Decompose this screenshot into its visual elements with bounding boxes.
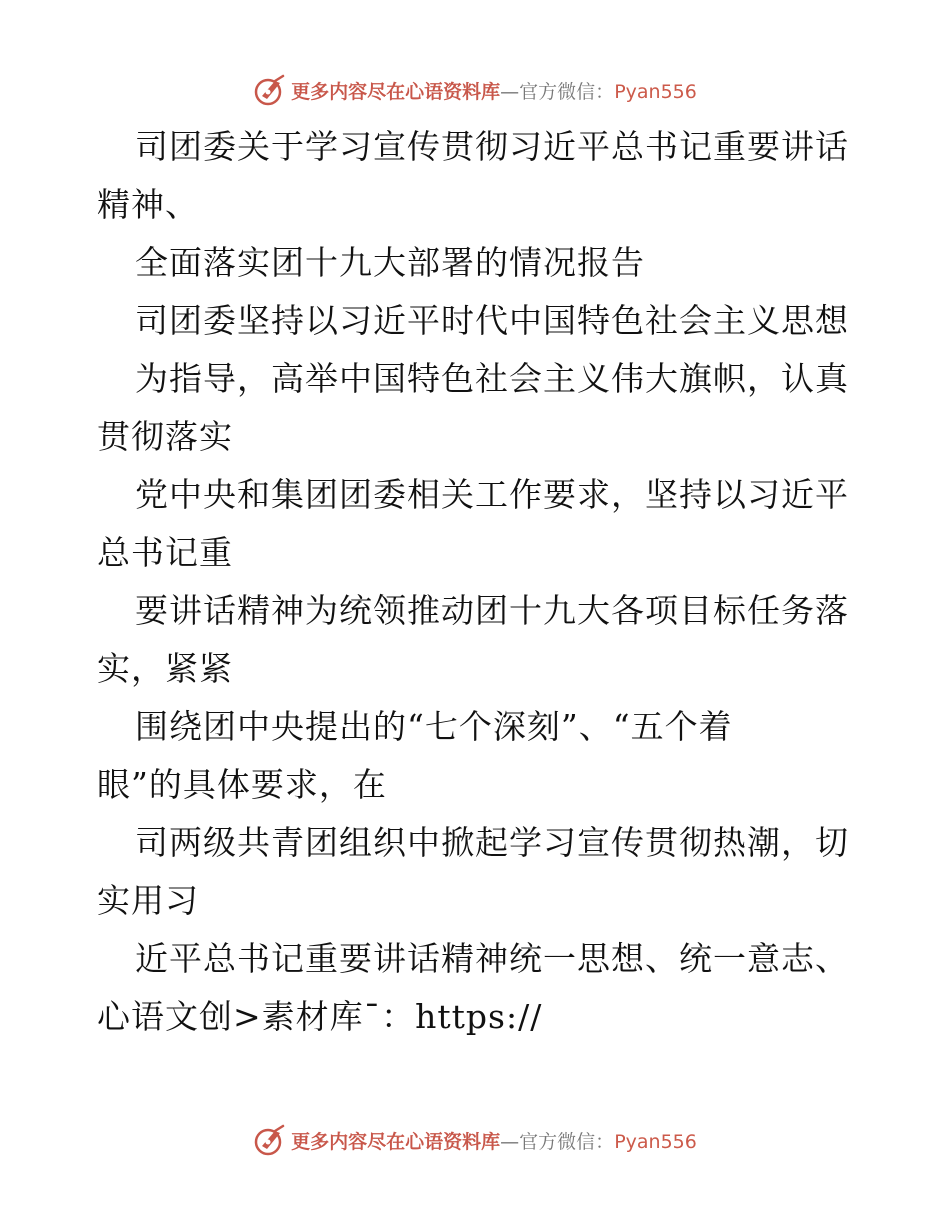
- pen-nib-icon: [253, 1123, 287, 1157]
- text-line: 司团委关于学习宣传贯彻习近平总书记重要讲话: [135, 127, 849, 166]
- text-line: 实，紧紧: [97, 649, 233, 688]
- banner-text: [291, 77, 697, 104]
- banner-text: [291, 1127, 697, 1154]
- text-line: 司两级共青团组织中掀起学习宣传贯彻热潮，切: [135, 823, 849, 862]
- pen-nib-icon: [253, 73, 287, 107]
- text-line: 眼”的具体要求，在: [97, 765, 387, 804]
- text-line: 要讲话精神为统领推动团十九大各项目标任务落: [135, 591, 849, 630]
- document-body: [97, 118, 867, 1046]
- text-line: 党中央和集团团委相关工作要求，坚持以习近平: [135, 475, 849, 514]
- text-line: 围绕团中央提出的“七个深刻”、“五个着: [135, 707, 733, 746]
- banner-wechat-label: —官方微信：: [500, 80, 615, 103]
- banner-site-name: 更多内容尽在心语资料库: [291, 1130, 501, 1153]
- header-banner: [0, 70, 950, 110]
- banner-site-name: 更多内容尽在心语资料库: [291, 80, 501, 103]
- text-line: 近平总书记重要讲话精神统一思想、统一意志、: [135, 939, 849, 978]
- banner-wechat-label: —官方微信：: [500, 1130, 615, 1153]
- text-line: 司团委坚持以习近平时代中国特色社会主义思想: [135, 301, 849, 340]
- text-line: 心语文创>素材库¯：https://: [97, 997, 543, 1036]
- text-line: 为指导，高举中国特色社会主义伟大旗帜，认真: [135, 359, 849, 398]
- banner-wechat-id: Pyan556: [614, 80, 697, 103]
- footer-banner: [0, 1120, 950, 1160]
- text-line: 精神、: [97, 185, 199, 224]
- text-line: 实用习: [97, 881, 199, 920]
- text-line: 总书记重: [97, 533, 233, 572]
- banner-wechat-id: Pyan556: [614, 1130, 697, 1153]
- text-line: 全面落实团十九大部署的情况报告: [135, 243, 645, 282]
- text-line: 贯彻落实: [97, 417, 233, 456]
